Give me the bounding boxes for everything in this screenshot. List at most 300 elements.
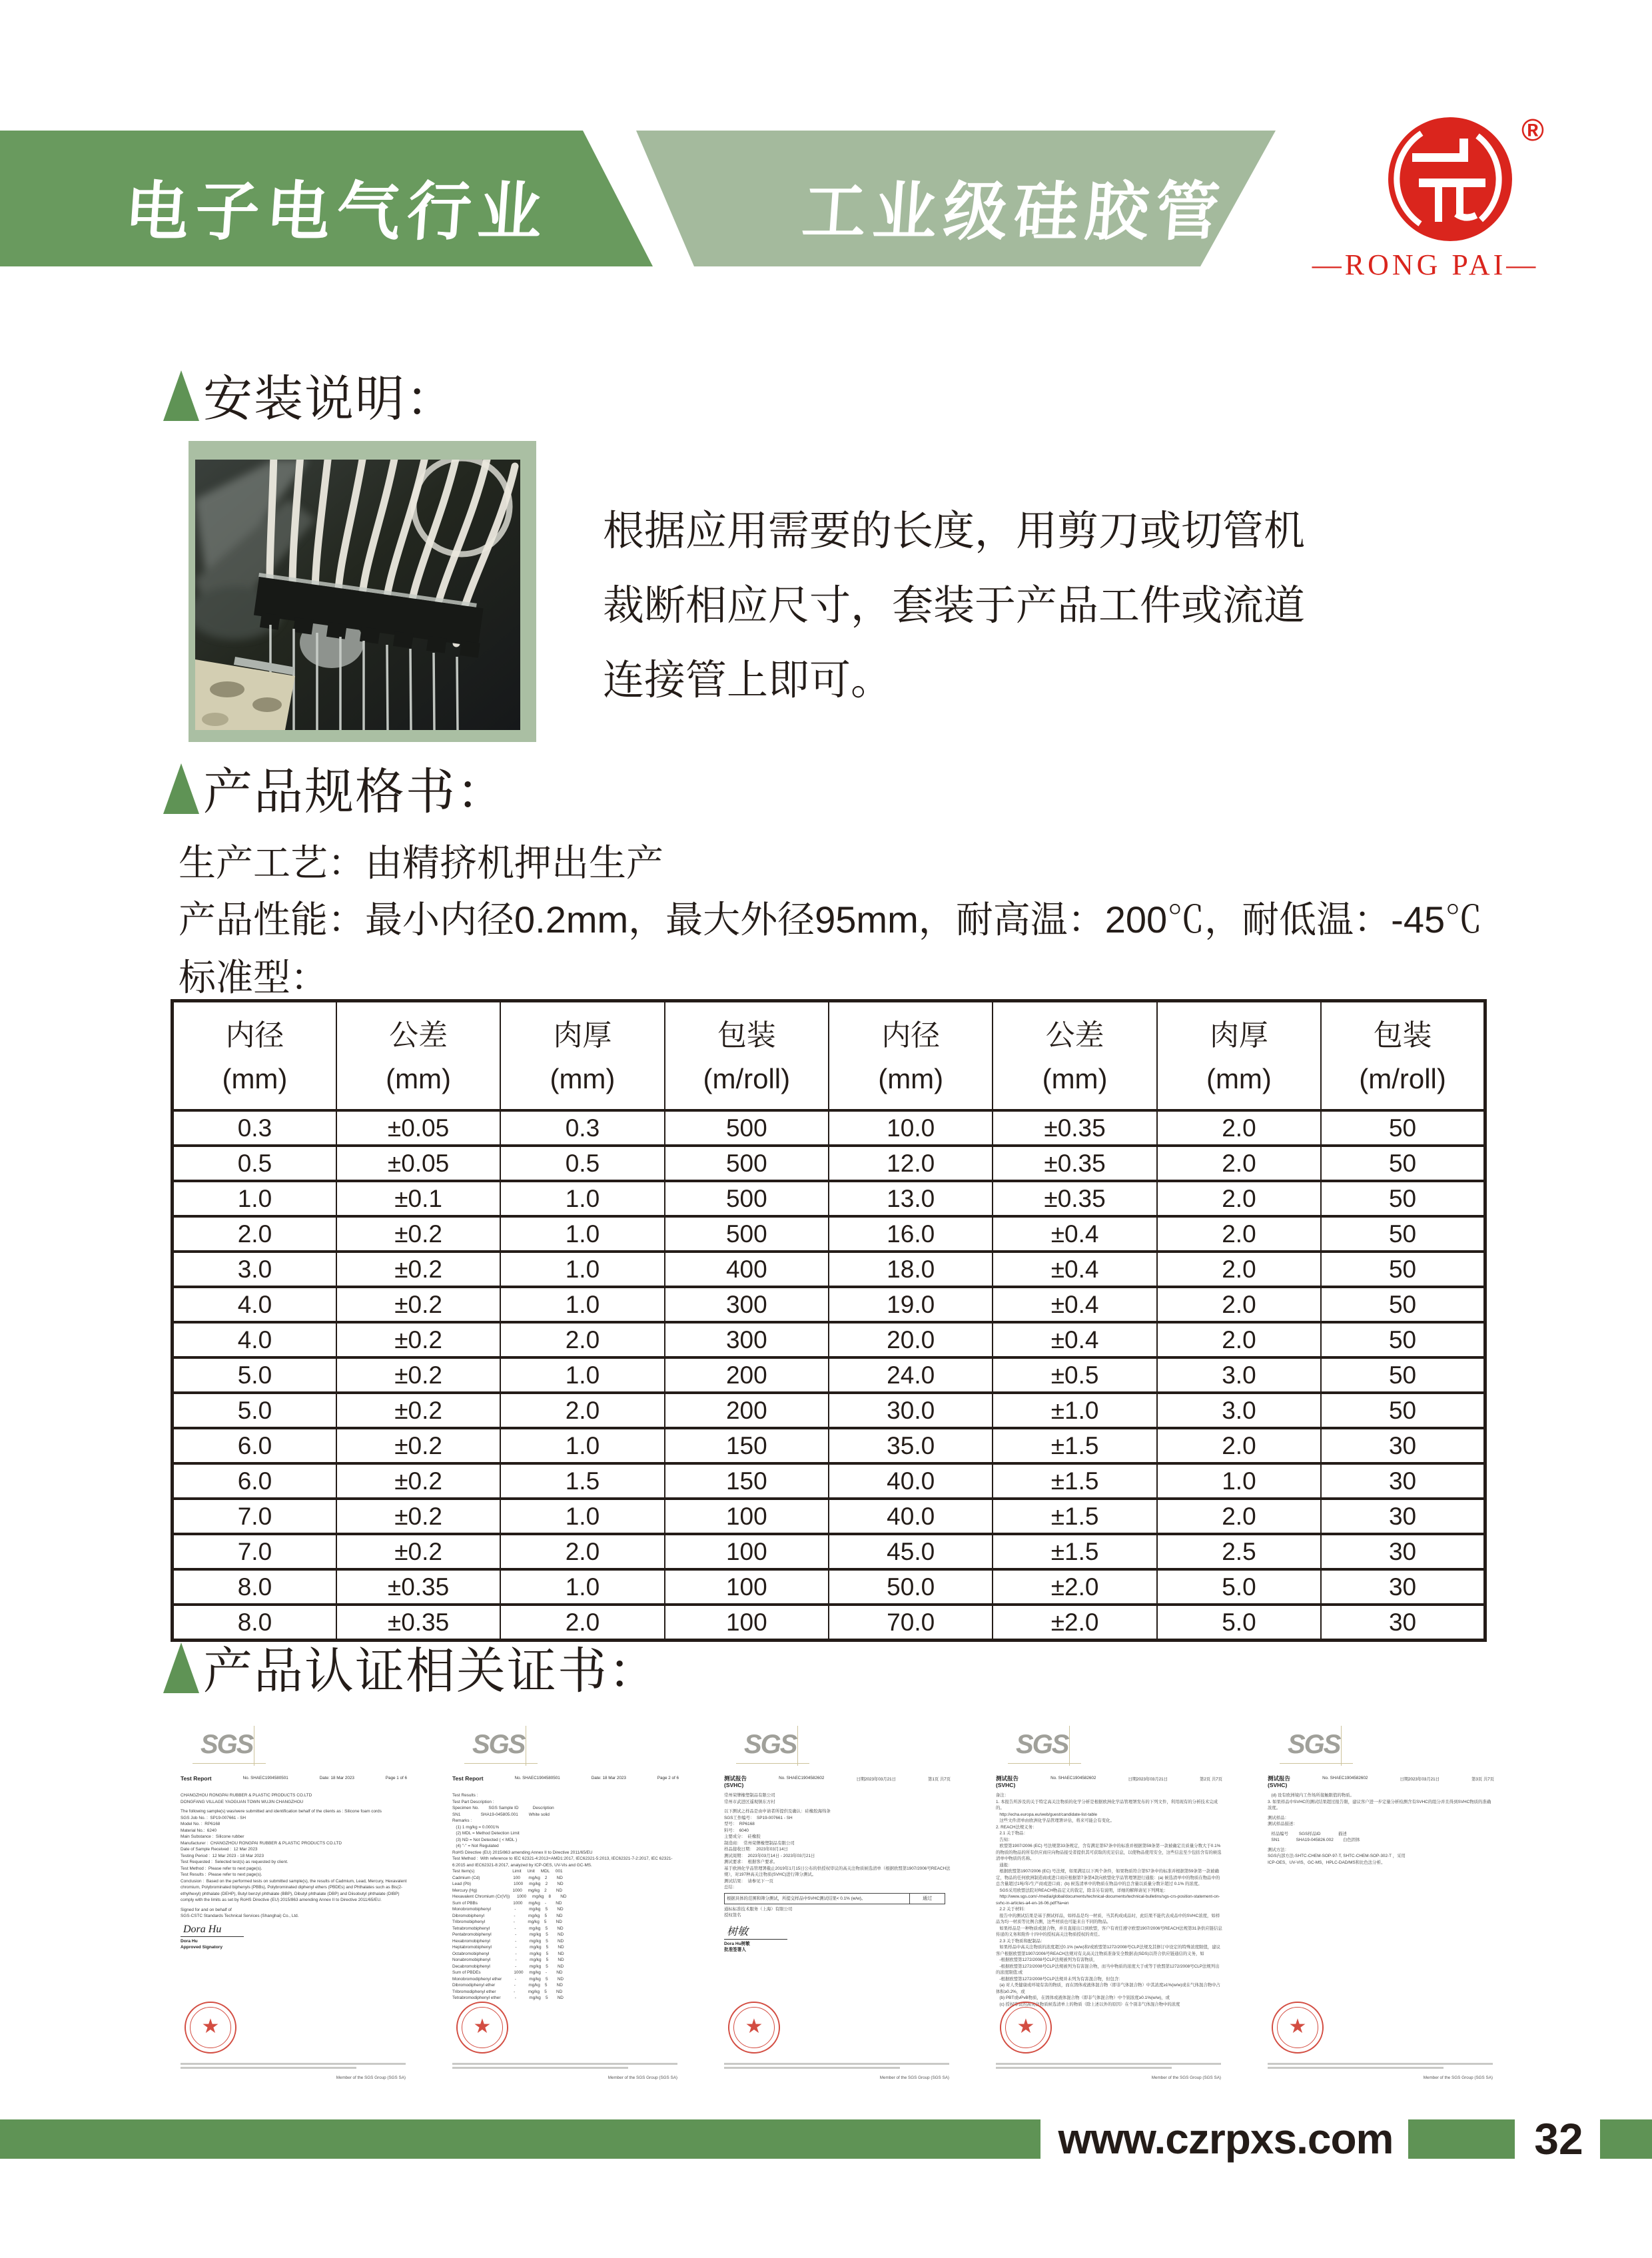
certificate-text-line: 2.2 关于材料： [996, 1907, 1028, 1912]
table-cell: 100 [665, 1499, 829, 1534]
certificate-text-line: Tetrabromobiphenyl - mg/kg 5 ND [452, 1926, 564, 1931]
certificate-header [996, 1775, 1222, 1788]
certificate-body [724, 1792, 951, 1954]
footer-smalltext-bar [996, 2067, 1172, 2069]
certificate-page: 第3页 共7页 [1471, 1777, 1494, 1782]
signer-line: Approved Signatory [181, 1945, 223, 1950]
certificate-header [181, 1775, 407, 1782]
table-cell: 70.0 [829, 1605, 993, 1641]
sgs-logo: SGS [1288, 1730, 1340, 1759]
table-cell: 4.0 [173, 1287, 336, 1322]
table-cell: 13.0 [829, 1181, 993, 1216]
stamp-star-icon: ★ [1288, 2016, 1307, 2038]
certificate-text-line: Pentabromobiphenyl - mg/kg 5 ND [452, 1932, 564, 1937]
certificate-text-line: Hexabromobiphenyl - mg/kg 5 ND [452, 1938, 564, 1944]
table-row [173, 1357, 1485, 1393]
table-cell: 1.0 [500, 1569, 664, 1605]
red-seal-stamp-icon [185, 2002, 236, 2054]
crosshair-rule [736, 1763, 809, 1764]
sgs-member-line: Member of the SGS Group (SGS SA) [336, 2075, 406, 2080]
certificate-text-line: Date of Sample Received : 12 Mar 2023 [181, 1847, 258, 1852]
footer-smalltext-bar [452, 2063, 677, 2065]
certificate-text-line: Tetrabromodiphenyl ether - mg/kg 5 ND [452, 1996, 564, 2000]
certificate-date: 日期2023年03月21日 [1400, 1777, 1440, 1782]
table-cell: 50.0 [829, 1569, 993, 1605]
table-cell: ±0.05 [336, 1110, 500, 1146]
certificate-thumbnail [170, 1722, 416, 2095]
certificate-date: 日期2023年03月21日 [856, 1777, 896, 1782]
certificate-text-line: (3) ND = Not Detected ( < MDL ) [452, 1837, 518, 1842]
certificate-text-line: The following sample(s) was/were submitted and identification behalf of the clients as : Silicone foam cords [181, 1809, 382, 1814]
certificate-thumbnail [1257, 1722, 1503, 2095]
certificate-title: Test Report [452, 1775, 484, 1782]
certificate-text-line: (a) 对人类健康或环境有害的物质，而在固体或液体混合物（即非气体混合物）中其浓度≥1%(w/w)或在气体混合物中占体积≥0.2%，或 [996, 1983, 1220, 1994]
red-seal-stamp-icon [456, 2002, 508, 2054]
table-cell: 1.0 [500, 1499, 664, 1534]
certificate-title: Test Report [181, 1775, 212, 1782]
table-cell: ±1.5 [993, 1428, 1156, 1463]
footer-smalltext-bar [724, 2063, 949, 2065]
footer-bar-middle [1408, 2119, 1515, 2159]
stamp-star-icon: ★ [1017, 2016, 1035, 2038]
section-triangle-icon [163, 370, 199, 421]
conclusion-result: 通过 [909, 1894, 945, 1904]
table-cell: 150 [665, 1428, 829, 1463]
certificate-text-line: Remarks : [452, 1818, 472, 1823]
table-cell: 18.0 [829, 1252, 993, 1287]
table-cell: 7.0 [173, 1499, 336, 1534]
certificate-body [1268, 1792, 1494, 1866]
table-cell: 1.0 [500, 1428, 664, 1463]
table-cell: ±0.2 [336, 1216, 500, 1252]
install-paragraph [603, 494, 1402, 718]
table-cell: 500 [665, 1181, 829, 1216]
footer-smalltext-bar [1268, 2063, 1493, 2065]
table-cell: 50 [1321, 1252, 1485, 1287]
table-cell: 16.0 [829, 1216, 993, 1252]
certificate-text-line: -根据欧盟第1272/2008号CLP法规被列为有害混合物，而当中物质的浓度大于或等于欧盟第1272/2008号CLP法规列出的浓度限值;或 [996, 1964, 1220, 1975]
certificate-text-line: Dibromobiphenyl - mg/kg 5 ND [452, 1913, 563, 1918]
certificate-number: No. SHAEC1904580501 [514, 1776, 560, 1780]
certificate-text-line: Signed for and on behalf of [181, 1907, 232, 1912]
certificate-title: 测试报告 (SVHC) [724, 1775, 747, 1788]
certificate-page: Page 2 of 6 [657, 1776, 679, 1780]
table-cell: 40.0 [829, 1463, 993, 1499]
table-cell: 50 [1321, 1322, 1485, 1357]
crosshair-rule [797, 1726, 798, 1766]
certificate-body [452, 1792, 679, 2002]
spec-column-header: 内径 (mm) [829, 1001, 993, 1111]
table-cell: 30 [1321, 1569, 1485, 1605]
certificate-text-line: 通报： [996, 1862, 1013, 1868]
table-cell: ±0.35 [993, 1110, 1156, 1146]
certificate-text-line: 1. 本报告所涉及的关于特定高关注物质的化学分析是根据欧洲化学品管理署发布的下列文件，利用现有的分析技术完成的。 [996, 1799, 1218, 1810]
table-cell: 5.0 [1157, 1569, 1321, 1605]
spec-column-header: 公差 (mm) [993, 1001, 1156, 1111]
spec-type-line: 标准型： [179, 956, 328, 998]
certificate-date: Date: 18 Mar 2023 [319, 1776, 354, 1780]
certificate-body [996, 1792, 1222, 2008]
table-cell: ±0.4 [993, 1287, 1156, 1322]
table-cell: ±0.2 [336, 1357, 500, 1393]
table-cell: 500 [665, 1216, 829, 1252]
footer-smalltext-bar [724, 2067, 900, 2069]
certificate-text-line: 这些文件清单由欧洲化学品管理署评估，将来可能会有变化。 [996, 1818, 1114, 1823]
certificate-text-line: Test Results : Please refer to next page(s). [181, 1872, 262, 1877]
install-section-title: 安装说明： [203, 371, 456, 426]
table-cell: 2.0 [1157, 1216, 1321, 1252]
certificate-title: 测试报告 (SVHC) [1268, 1775, 1291, 1788]
certificate-text-line: Test Item(s) Limit Unit MDL 001 [452, 1869, 563, 1874]
certificate-text-line: Main Substance : Silicone rubber [181, 1834, 244, 1839]
stamp-star-icon: ★ [201, 2016, 220, 2038]
certificate-text-line: Specimen No. SGS Sample ID Description [452, 1806, 554, 1810]
certificate-text-line: Monobromobiphenyl - mg/kg 5 ND [452, 1907, 564, 1912]
crosshair-rule [1341, 1726, 1342, 1766]
certificate-text-line: Test Results : [452, 1793, 478, 1798]
certificate-text-line: Lead (Pb) 1000 mg/kg 2 ND [452, 1882, 564, 1886]
red-seal-stamp-icon [1272, 2002, 1324, 2054]
table-cell: 30 [1321, 1534, 1485, 1569]
cert-section-title: 产品认证相关证书： [203, 1643, 659, 1698]
table-cell: 10.0 [829, 1110, 993, 1146]
table-cell: 200 [665, 1357, 829, 1393]
table-cell: 500 [665, 1110, 829, 1146]
certificate-text-line: 基于欧洲化学品管理署截止2019年1月15日公布的供授权审议的高关注物质候选清单（根据欧盟第1907/2006号REACH法规），对197种高关注物质(SVHC)进行筛分测试。 [724, 1866, 951, 1877]
certificate-number: No. SHAEC1904582602 [1050, 1776, 1096, 1780]
header-right-title: 工业级硅胶管 [799, 177, 1229, 248]
certificate-text-line: 根据欧盟第1907/2006 (EC) 号法规，如果满足以下两个条件，如果物质符合第57条中的标准并根据第59条第一款被确定，物品的任何欧洲制造商或进口商应根据第7条第4款向欧盟化学品管理署进行通报：(a) 候选清单中的物质在物品中的总含量超过1吨/年/生产商或进口商；(b) 候选清单中的物质在物品中的总含量以质量分数计超过 0.1% 的浓度。 [996, 1869, 1220, 1886]
table-cell: 2.0 [500, 1534, 664, 1569]
certificate-text-line: Material No.: 6240 [181, 1828, 216, 1833]
signature: Dora Hu [183, 1923, 222, 1935]
certificate-text-line: Sum of PBDEs 1000 mg/kg - ND [452, 1970, 563, 1975]
table-cell: 30 [1321, 1499, 1485, 1534]
footer-smalltext-bar [452, 2067, 628, 2069]
table-row [173, 1252, 1485, 1287]
certificate-text-line: 2.1 关于物品： [996, 1831, 1028, 1836]
table-cell: 300 [665, 1287, 829, 1322]
certificate-text-line: SGS Job No. : SP19-007661 - SH [181, 1815, 246, 1820]
table-cell: ±2.0 [993, 1569, 1156, 1605]
certificate-text-line: 2.3 关于物质和配制品： [996, 1938, 1045, 1944]
certificate-text-line: (b) PBT或vPvB物质，在固体或液体混合物（即非气体混合物）中个别浓度≥0.1%(w/w)，或 [996, 1996, 1170, 2000]
certificate-thumbnail [985, 1722, 1232, 2095]
table-cell: 2.0 [1157, 1252, 1321, 1287]
table-cell: 50 [1321, 1357, 1485, 1393]
table-cell: 30 [1321, 1428, 1485, 1463]
crosshair-rule [1069, 1726, 1070, 1766]
certificate-text-line: 如果样品中高关注物质的浓度超过0.1% (w/w)和/或欧盟第1272/2008号CLP法规及其修订中设定的特殊浓度限值，建议客户根据欧盟第1907/2006号REACH法规对有关高关注物质准备安全数据表(SDS)以符合供应链通信的义务，如 [996, 1945, 1220, 1956]
certificate-footer [724, 2063, 949, 2071]
table-row [173, 1463, 1485, 1499]
table-row [173, 1181, 1485, 1216]
table-cell: 2.0 [1157, 1499, 1321, 1534]
certificate-thumbnail [713, 1722, 960, 2095]
crosshair-rule [1280, 1763, 1353, 1764]
table-cell: ±0.2 [336, 1322, 500, 1357]
footer-bar-left [0, 2119, 1040, 2159]
certificate-text-line: (1) 1 mg/kg = 0.0001% [452, 1824, 500, 1830]
certificate-text-line: RoHS Directive (EU) 2015/863 amending Annex II to Directive 2011/65/EU [452, 1850, 593, 1855]
crosshair-rule [464, 1763, 538, 1764]
certificate-text-line: 总结： [724, 1885, 737, 1890]
signer-line: Dora Hu树敏 [724, 1941, 750, 1946]
spec-table-header-row [173, 1001, 1485, 1111]
table-cell: 1.0 [500, 1357, 664, 1393]
table-cell: ±1.5 [993, 1534, 1156, 1569]
certificate-number: No. SHAEC1904580501 [242, 1776, 288, 1780]
certificate-text-line: (d) 设有欧洲境内工作场所接触限值的物质。 [1268, 1793, 1354, 1798]
spec-column-header: 公差 (mm) [336, 1001, 500, 1111]
certificate-text-line: 样品接收日期： 2023年03月14日 [724, 1847, 788, 1852]
certificate-text-line: SGS-CSTC Standards Technical Services (Shanghai) Co., Ltd. [181, 1914, 299, 1918]
certificate-text-line: -根据欧盟第1272/2008号CLP法规被列为有害物质， [996, 1958, 1098, 1962]
sgs-logo: SGS [201, 1730, 253, 1759]
signature: 树敏 [727, 1926, 749, 1938]
table-cell: 0.3 [500, 1110, 664, 1146]
table-cell: 300 [665, 1322, 829, 1357]
table-cell: 19.0 [829, 1287, 993, 1322]
certificate-text-line: 料号： 6040 [724, 1828, 749, 1833]
certificate-text-line: 以下测试之样品是由申请者所提供及确认：硅橡胶海绵条 [724, 1809, 831, 1814]
certificate-text-line: SGS工作编号： SP19-007661 - SH [724, 1815, 793, 1820]
certificate-text-line: 报告中的测试结果是基于测试样品，如样品是均一材质，当其构成成品时，此结果不能代表成品中的SVHC浓度，如样品为均一材质等比例合测，这些材质也可能来自不同的物品。 [996, 1913, 1220, 1924]
table-cell: 20.0 [829, 1322, 993, 1357]
table-cell: 0.3 [173, 1110, 336, 1146]
table-cell: 5.0 [173, 1393, 336, 1428]
certificate-footer [1268, 2063, 1493, 2071]
footer-bar-right [1600, 2119, 1652, 2159]
signer-line: Dora Hu [181, 1938, 198, 1944]
certificate-number: No. SHAEC1904582602 [1322, 1776, 1368, 1780]
table-cell: 2.0 [173, 1216, 336, 1252]
table-cell: 1.0 [500, 1252, 664, 1287]
install-photo [189, 441, 536, 742]
table-cell: ±0.35 [993, 1146, 1156, 1181]
table-cell: 6.0 [173, 1463, 336, 1499]
table-row [173, 1569, 1485, 1605]
certificate-thumbnail [442, 1722, 688, 2095]
table-cell: ±0.5 [993, 1357, 1156, 1393]
table-cell: 2.0 [500, 1393, 664, 1428]
certificate-text-line: 常州荣牌橡塑制品有限公司 [724, 1793, 775, 1798]
certificate-body [181, 1792, 407, 1951]
certificate-text-line: Hexavalent Chromium (Cr(VI)) 1000 mg/kg 8 ND [452, 1894, 567, 1899]
certificate-page: 第2页 共7页 [1200, 1777, 1222, 1782]
sgs-member-line: Member of the SGS Group (SGS SA) [1423, 2075, 1493, 2080]
table-cell: ±0.4 [993, 1216, 1156, 1252]
table-cell: 35.0 [829, 1428, 993, 1463]
certificate-text-line: Cadmium (Cd) 100 mg/kg 2 ND [452, 1875, 563, 1880]
table-cell: 2.0 [1157, 1287, 1321, 1322]
spec-table [171, 999, 1487, 1642]
table-cell: 50 [1321, 1393, 1485, 1428]
table-cell: ±0.4 [993, 1322, 1156, 1357]
certificate-text-line: Testing Period : 12 Mar 2023 - 18 Mar 2023 [181, 1853, 264, 1858]
certificate-text-line: http://echa.europa.eu/web/guest/candidate-list-table [996, 1812, 1098, 1817]
table-cell: 30.0 [829, 1393, 993, 1428]
certificate-text-line: -根据欧盟第1272/2008号CLP法规并未列为有害混合物，但包含: [996, 1976, 1120, 1982]
certificate-text-line: 主要成分： 硅橡胶 [724, 1834, 761, 1839]
table-cell: ±0.2 [336, 1393, 500, 1428]
table-row [173, 1322, 1485, 1357]
conclusion-box [724, 1893, 945, 1904]
table-cell: 2.0 [1157, 1428, 1321, 1463]
footer-page-number: 32 [1534, 2114, 1583, 2163]
table-cell: 40.0 [829, 1499, 993, 1534]
header-left-title: 电子电气行业 [122, 177, 552, 248]
certificate-text-line: 告知： [996, 1837, 1013, 1842]
table-cell: 1.0 [1157, 1463, 1321, 1499]
red-seal-stamp-icon [728, 2002, 780, 2054]
table-cell: 50 [1321, 1287, 1485, 1322]
table-cell: 2.0 [1157, 1110, 1321, 1146]
certificate-text-line: Sum of PBBs 1000 mg/kg - ND [452, 1900, 562, 1906]
certificate-text-line: 通标标准技术服务（上海）有限公司 [724, 1906, 793, 1912]
table-cell: 100 [665, 1534, 829, 1569]
table-cell: 4.0 [173, 1322, 336, 1357]
footer-smalltext-bar [181, 2063, 406, 2065]
table-cell: 30 [1321, 1463, 1485, 1499]
certificate-footer [996, 2063, 1221, 2071]
table-cell: 1.0 [500, 1181, 664, 1216]
certificate-text-line: Tribromodiphenyl ether - mg/kg 5 ND [452, 1989, 563, 1994]
table-cell: 1.0 [500, 1216, 664, 1252]
spec-performance-line: 产品性能：最小内径0.2mm，最大外径95mm，耐高温：200℃，耐低温：-45℃ [179, 899, 1483, 941]
certificate-text-line: 型号： RP6168 [724, 1822, 755, 1826]
table-cell: ±0.35 [336, 1605, 500, 1641]
table-cell: 5.0 [173, 1357, 336, 1393]
table-cell: 6.0 [173, 1428, 336, 1463]
table-cell: 2.0 [1157, 1322, 1321, 1357]
certificate-text-line: Manufacturer : CHANGZHOU RONGPAI RUBBER & PLASTIC PRODUCTS CO.LTD [181, 1840, 342, 1846]
certificate-text-line: http://www.sgs.com/-/media/global/documents/technical-documents/technical-bulletins/sgs-crs-position-statement-on-svhc-in-articles-a4-en-16-06.pdf?la=en [996, 1894, 1220, 1906]
certificate-page: 第1页 共7页 [928, 1777, 951, 1782]
table-row [173, 1287, 1485, 1322]
certificate-text-line: 测试样品： [1268, 1815, 1289, 1820]
certificate-text-line: SN1 SHA19-045805.001 White solid [452, 1812, 550, 1817]
table-cell: 100 [665, 1605, 829, 1641]
certificate-text-line: 3. 如果样品中SVHC的测试结果超过报告限，建议客户进一步定量分析检测含有SVHC的组分并且得到SVHC物质的准确浓度。 [1268, 1799, 1491, 1810]
certificate-text-line: Test Part Description : [452, 1799, 494, 1804]
certificate-date: 日期2023年03月21日 [1128, 1777, 1168, 1782]
table-cell: 400 [665, 1252, 829, 1287]
table-cell: 1.0 [173, 1181, 336, 1216]
certificate-text-line: DONGFANG VILLAGE YAOGUAN TOWN WUJIN CHANGZHOU [181, 1799, 304, 1804]
certificate-text-line: 常州市武进区遥观镇东方村 [724, 1799, 775, 1804]
table-cell: 12.0 [829, 1146, 993, 1181]
footer-smalltext-bar [996, 2063, 1221, 2065]
table-cell: 2.0 [500, 1322, 664, 1357]
certificate-page: Page 1 of 6 [385, 1776, 407, 1780]
certificate-text-line: Conclusion : Based on the performed tests on submitted sample(s), the results of Cadmium, Lead, Mercury, Hexavalent chromium, Polybrominated biphenyls (PBBs), Polybrominated diphenyl ethers (PBDEs) and Phthalates such as Bis(2-ethylhexyl) phthalate (DEHP), Butyl benzyl phthalate (BBP), Dibutyl phthalate (DBP) and Diisobutyl phthalate (DIBP) comply with the limits as set by RoHS Directive (EU) 2015/863 amending Annex II to Directive 2011/65/EU. [181, 1878, 408, 1902]
certificate-text-line: Octabromobiphenyl - mg/kg 5 ND [452, 1951, 564, 1956]
signature-rule [724, 1939, 787, 1940]
table-cell: ±0.2 [336, 1252, 500, 1287]
table-row [173, 1216, 1485, 1252]
table-cell: 5.0 [1157, 1605, 1321, 1641]
table-cell: 100 [665, 1569, 829, 1605]
certificate-header [1268, 1775, 1494, 1788]
table-cell: 0.5 [173, 1146, 336, 1181]
table-row [173, 1428, 1485, 1463]
table-cell: ±0.35 [993, 1181, 1156, 1216]
table-cell: 2.0 [500, 1605, 664, 1641]
table-cell: 8.0 [173, 1569, 336, 1605]
certificate-text-line: 欧盟第1907/2006 (EC) 号法规第33条规定，含有满足第57条中的标准并根据第59条第一款被确定且质量分数大于0.1%的物质的物品的所有供应商应向物品接受者提供其可获取的充足信息，以使物品使用安全，这些信息至少包括含有的候选清单中物质的名称。 [996, 1844, 1222, 1861]
sgs-member-line: Member of the SGS Group (SGS SA) [608, 2075, 677, 2080]
spec-column-header: 肉厚 (mm) [1157, 1001, 1321, 1111]
table-cell: 2.0 [1157, 1146, 1321, 1181]
certificate-footer [452, 2063, 677, 2071]
table-row [173, 1110, 1485, 1146]
certificate-row [170, 1722, 1502, 2098]
certificate-text-line: Model No. : RP6168 [181, 1822, 220, 1826]
certificate-text-line: SN1 SHA19-045826.002 白色固体 [1268, 1838, 1360, 1842]
certificate-text-line: CHANGZHOU RONGPAI RUBBER & PLASTIC PRODUCTS CO.LTD [181, 1793, 312, 1798]
certificate-title: 测试报告 (SVHC) [996, 1775, 1019, 1788]
certificate-number: No. SHAEC1904582602 [779, 1776, 825, 1780]
table-cell: 500 [665, 1146, 829, 1181]
table-cell: 3.0 [173, 1252, 336, 1287]
table-cell: 0.5 [500, 1146, 664, 1181]
spec-column-header: 肉厚 (mm) [500, 1001, 664, 1111]
table-cell: 50 [1321, 1181, 1485, 1216]
registered-trademark-icon: ® [1521, 113, 1544, 147]
spec-process-line: 生产工艺：由精挤机押出生产 [179, 842, 663, 884]
certificate-text-line: 制造商： 常州荣牌橡塑制品有限公司 [724, 1840, 795, 1846]
certificate-header [452, 1775, 679, 1782]
table-cell: 50 [1321, 1146, 1485, 1181]
table-cell: 30 [1321, 1605, 1485, 1641]
certificate-text-line: Mercury (Hg) 1000 mg/kg 2 ND [452, 1888, 563, 1893]
table-cell: 150 [665, 1463, 829, 1499]
table-cell: 8.0 [173, 1605, 336, 1641]
certificate-text-line: 测试样品描述： [1268, 1822, 1298, 1826]
table-cell: 3.0 [1157, 1393, 1321, 1428]
certificate-text-line: 测试结果： 请参见下一页 [724, 1878, 773, 1884]
table-row [173, 1534, 1485, 1569]
footer-smalltext-bar [181, 2067, 356, 2069]
conclusion-text: 根据具体的范围和筛分测试，所提交样品中SVHC测试结果< 0.1% (w/w)。 [727, 1896, 866, 1901]
certificate-text-line: Test Method : Please refer to next page(s). [181, 1866, 262, 1871]
table-cell: 24.0 [829, 1357, 993, 1393]
table-cell: 2.5 [1157, 1534, 1321, 1569]
table-cell: ±0.2 [336, 1428, 500, 1463]
table-row [173, 1499, 1485, 1534]
table-row [173, 1393, 1485, 1428]
certificate-date: Date: 18 Mar 2023 [591, 1776, 626, 1780]
table-cell: 200 [665, 1393, 829, 1428]
table-cell: 3.0 [1157, 1357, 1321, 1393]
install-paragraph-line: 根据应用需要的长度，用剪刀或切管机 [603, 508, 1306, 554]
signer-line: 批准签署人 [724, 1948, 746, 1952]
table-cell: 45.0 [829, 1534, 993, 1569]
certificate-text-line: Nonabromobiphenyl - mg/kg 5 ND [452, 1958, 564, 1962]
table-cell: ±0.2 [336, 1463, 500, 1499]
spec-column-header: 包装 (m/roll) [1321, 1001, 1485, 1111]
certificate-text-line: 测试周期： 2023年03月14日 - 2023年03月21日 [724, 1853, 815, 1858]
table-cell: 50 [1321, 1216, 1485, 1252]
red-seal-stamp-icon [1000, 2002, 1052, 2054]
table-cell: ±1.5 [993, 1499, 1156, 1534]
sgs-logo: SGS [744, 1730, 797, 1759]
signature-rule [181, 1936, 244, 1937]
certificate-text-line: 2. REACH法规义务： [996, 1824, 1037, 1830]
install-paragraph-line: 裁断相应尺寸，套装于产品工件或流道 [603, 583, 1306, 629]
certificate-text-line: 测试要求： 根据客户要求。 [724, 1860, 778, 1864]
